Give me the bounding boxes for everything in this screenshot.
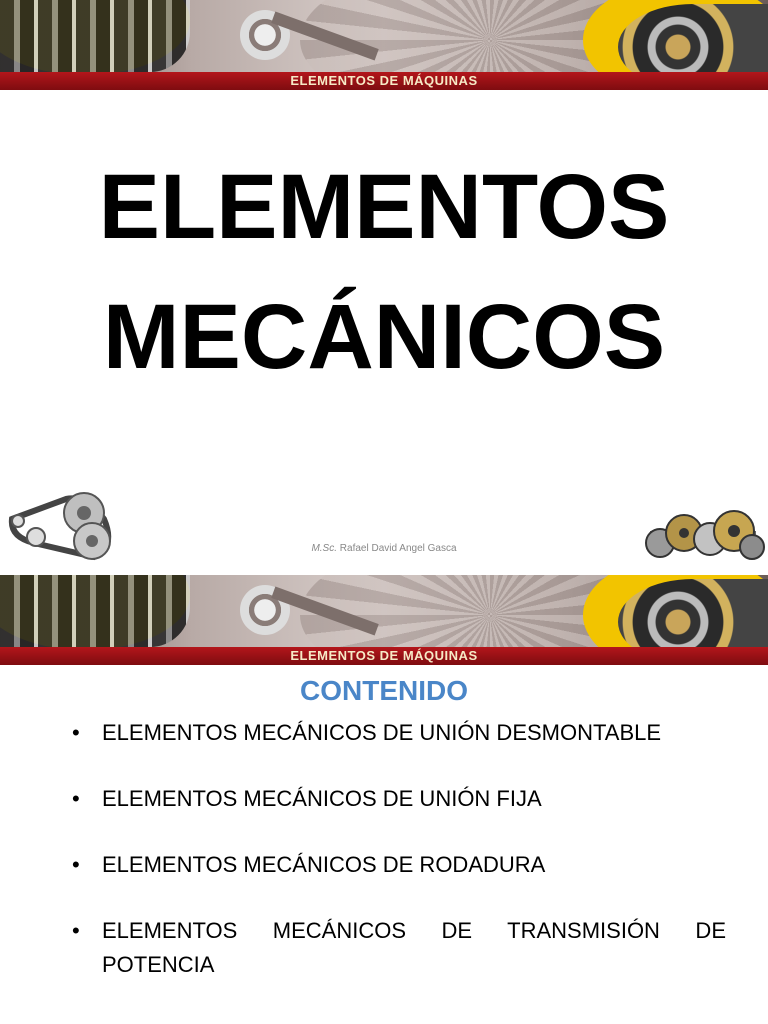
banner-title: ELEMENTOS DE MÁQUINAS	[290, 73, 478, 88]
list-item	[72, 782, 726, 816]
slide-title-line2: MECÁNICOS	[102, 286, 666, 388]
header-banner-top	[0, 0, 768, 90]
author-degree: M.Sc.	[311, 543, 338, 554]
list-item-text: ELEMENTOS MECÁNICOS DE TRANSMISIÓN DE POTENCIA	[102, 918, 726, 977]
slide-title	[0, 142, 768, 402]
list-item	[72, 848, 726, 882]
list-item-text: ELEMENTOS MECÁNICOS DE UNIÓN FIJA	[102, 786, 542, 811]
belt-pulley-icon	[4, 489, 116, 567]
banner-title: ELEMENTOS DE MÁQUINAS	[290, 648, 478, 663]
list-item-text: ELEMENTOS MECÁNICOS DE RODADURA	[102, 852, 546, 877]
list-item-text: ELEMENTOS MECÁNICOS DE UNIÓN DESMONTABLE	[102, 720, 662, 745]
header-banner-second	[0, 575, 768, 665]
bullet-icon: •	[72, 786, 80, 811]
machine-parts-image-left	[0, 575, 190, 647]
bullet-icon: •	[72, 720, 80, 745]
list-item	[72, 914, 726, 982]
bullet-icon: •	[72, 852, 80, 877]
machine-parts-image-left	[0, 0, 190, 72]
author-name: Rafael David Angel Gasca	[339, 543, 457, 554]
slide-title-line1: ELEMENTOS	[98, 156, 670, 258]
list-item	[72, 716, 726, 750]
bullet-icon: •	[72, 918, 80, 943]
content-heading: CONTENIDO	[300, 675, 468, 706]
gearbox-icon	[640, 503, 766, 573]
content-list	[72, 716, 726, 1014]
